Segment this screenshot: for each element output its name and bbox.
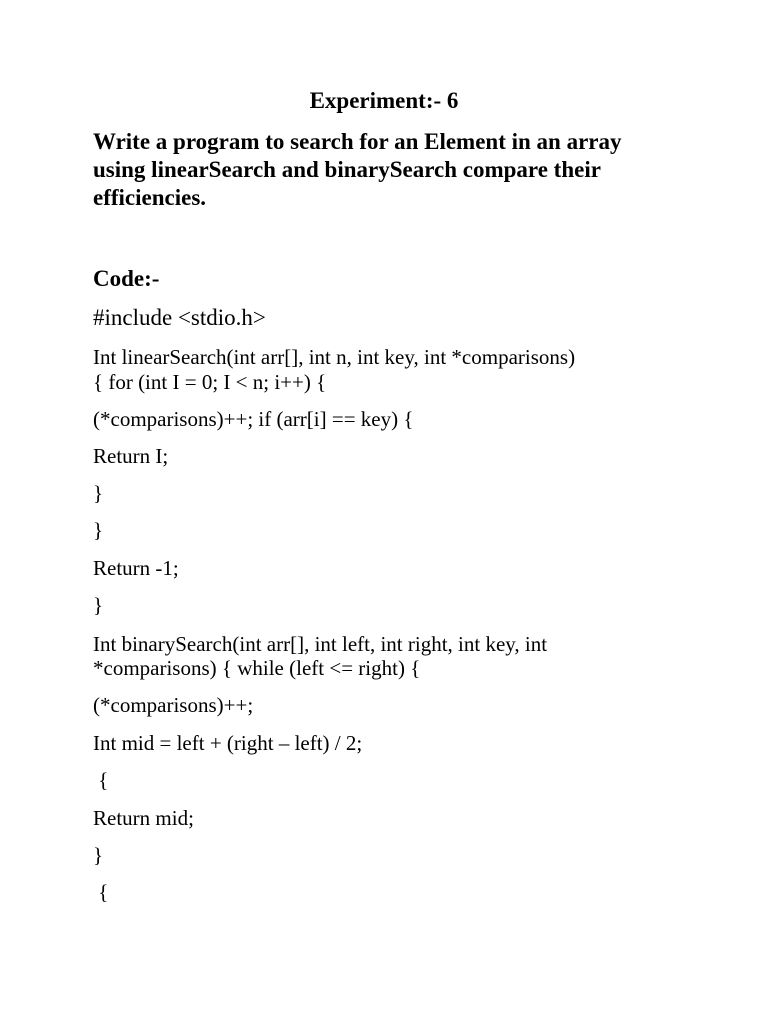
code-line: Int linearSearch(int arr[], int n, int key, int *comparisons) [93,345,576,369]
task-statement: Write a program to search for an Element in an array using linearSearch and binarySearch compare their efficiencies. [93,129,622,210]
code-line: (*comparisons)++; if (arr[i] == key) { [93,407,414,431]
code-line: { for (int I = 0; I < n; i++) { [93,370,327,394]
code-line: Return I; [93,444,169,468]
code-line: { [93,768,109,792]
code-line: (*comparisons)++; [93,693,254,717]
code-line: } [93,593,104,617]
code-line: } [93,843,104,867]
code-line: } [93,518,104,542]
code-line: Int mid = left + (right – left) / 2; [93,731,363,755]
code-line: Int binarySearch(int arr[], int left, int right, int key, int [93,632,548,656]
code-heading: Code:- [93,266,160,291]
code-line: { [93,880,109,904]
code-line: } [93,481,104,505]
code-line: Return -1; [93,556,179,580]
experiment-title: Experiment:- 6 [309,88,459,113]
code-line: *comparisons) { while (left <= right) { [93,656,421,680]
code-line: #include <stdio.h> [93,305,266,330]
code-line: Return mid; [93,806,194,830]
